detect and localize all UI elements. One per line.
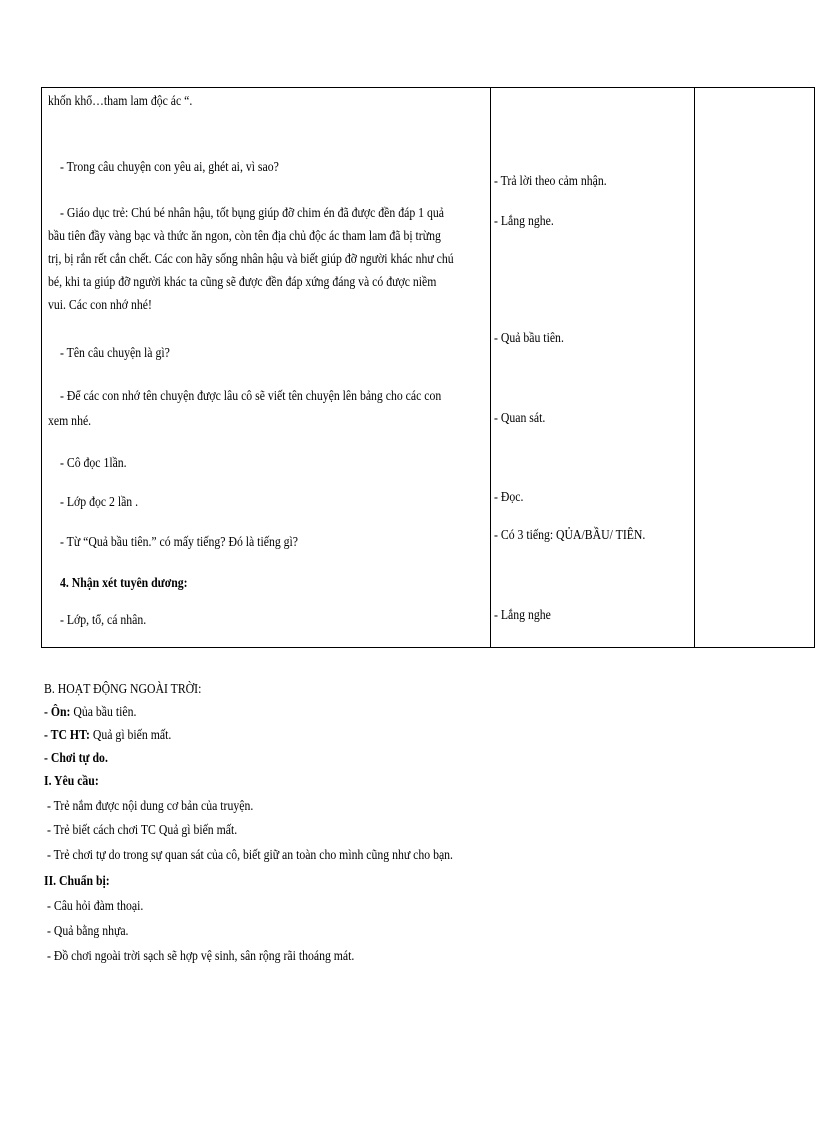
table-text: khốn khổ…tham lam độc ác “. — [48, 94, 193, 109]
review-text: Qủa bầu tiên. — [70, 705, 137, 720]
question-words: - Từ “Quả bầu tiên.” có mấy tiếng? Đó là tiếng gì? — [60, 535, 299, 550]
write-text: - Để các con nhớ tên chuyện được lâu cô sẽ viết tên chuyện lên bảng cho các con — [60, 389, 442, 404]
preparation-item: - Đồ chơi ngoài trời sạch sẽ hợp vệ sinh, sân rộng rãi thoáng mát. — [47, 949, 355, 964]
preparation-item: - Câu hỏi đàm thoại. — [47, 899, 144, 914]
question-love: - Trong câu chuyện con yêu ai, ghét ai, vì sao? — [60, 160, 279, 175]
column-divider — [490, 88, 491, 647]
write-text: xem nhé. — [48, 414, 92, 429]
review-label: - Ôn: — [44, 705, 71, 720]
class-reads: - Lớp đọc 2 lần . — [60, 495, 139, 510]
column-divider — [694, 88, 695, 647]
outdoor-heading: B. HOẠT ĐỘNG NGOÀI TRỜI: — [44, 682, 202, 697]
game-label: - TC HT: — [44, 728, 90, 743]
requirement-item: - Trẻ biết cách chơi TC Quả gì biến mất. — [47, 823, 238, 838]
preparation-item: - Quả bằng nhựa. — [47, 924, 129, 939]
game-text: Quả gì biến mất. — [89, 728, 172, 743]
free-play: - Chơi tự do. — [44, 751, 108, 766]
education-text: trị, bị rắn rết cắn chết. Các con hãy sống nhân hậu và biết giúp đỡ người khác như chú — [48, 252, 454, 267]
answer-text: - Lắng nghe. — [494, 214, 554, 229]
teacher-reads: - Cô đọc 1lần. — [60, 456, 127, 471]
game-line — [44, 725, 171, 747]
education-text: vui. Các con nhớ nhé! — [48, 298, 152, 313]
answer-text: - Đọc. — [494, 490, 524, 505]
requirements-heading: I. Yêu cầu: — [44, 774, 99, 789]
groups-text: - Lớp, tổ, cá nhân. — [60, 613, 147, 628]
answer-text: - Trả lời theo cảm nhận. — [494, 174, 607, 189]
requirement-item: - Trẻ nắm được nội dung cơ bản của truyện. — [47, 799, 254, 814]
education-text: bé, khi ta giúp đỡ người khác ta cũng sẽ được đền đáp xứng đáng và có được niềm — [48, 275, 437, 290]
answer-text: - Có 3 tiếng: QỦA/BẦU/ TIÊN. — [494, 528, 646, 543]
answer-text: - Quan sát. — [494, 411, 546, 426]
answer-text: - Quả bầu tiên. — [494, 331, 564, 346]
requirement-item: - Trẻ chơi tự do trong sự quan sát của cô, biết giữ an toàn cho mình cũng như cho bạn. — [47, 848, 454, 863]
answer-text: - Lắng nghe — [494, 608, 551, 623]
lesson-table — [41, 87, 815, 648]
review-line — [44, 702, 136, 724]
section-heading: 4. Nhận xét tuyên dương: — [60, 576, 188, 591]
preparation-heading: II. Chuẩn bị: — [44, 874, 110, 889]
question-title: - Tên câu chuyện là gì? — [60, 346, 170, 361]
education-text: bầu tiên đầy vàng bạc và thức ăn ngon, còn tên địa chủ độc ác tham lam đã bị trừng — [48, 229, 441, 244]
education-text: - Giáo dục trẻ: Chú bé nhân hậu, tốt bụng giúp đỡ chim én đã được đền đáp 1 quả — [60, 206, 444, 221]
